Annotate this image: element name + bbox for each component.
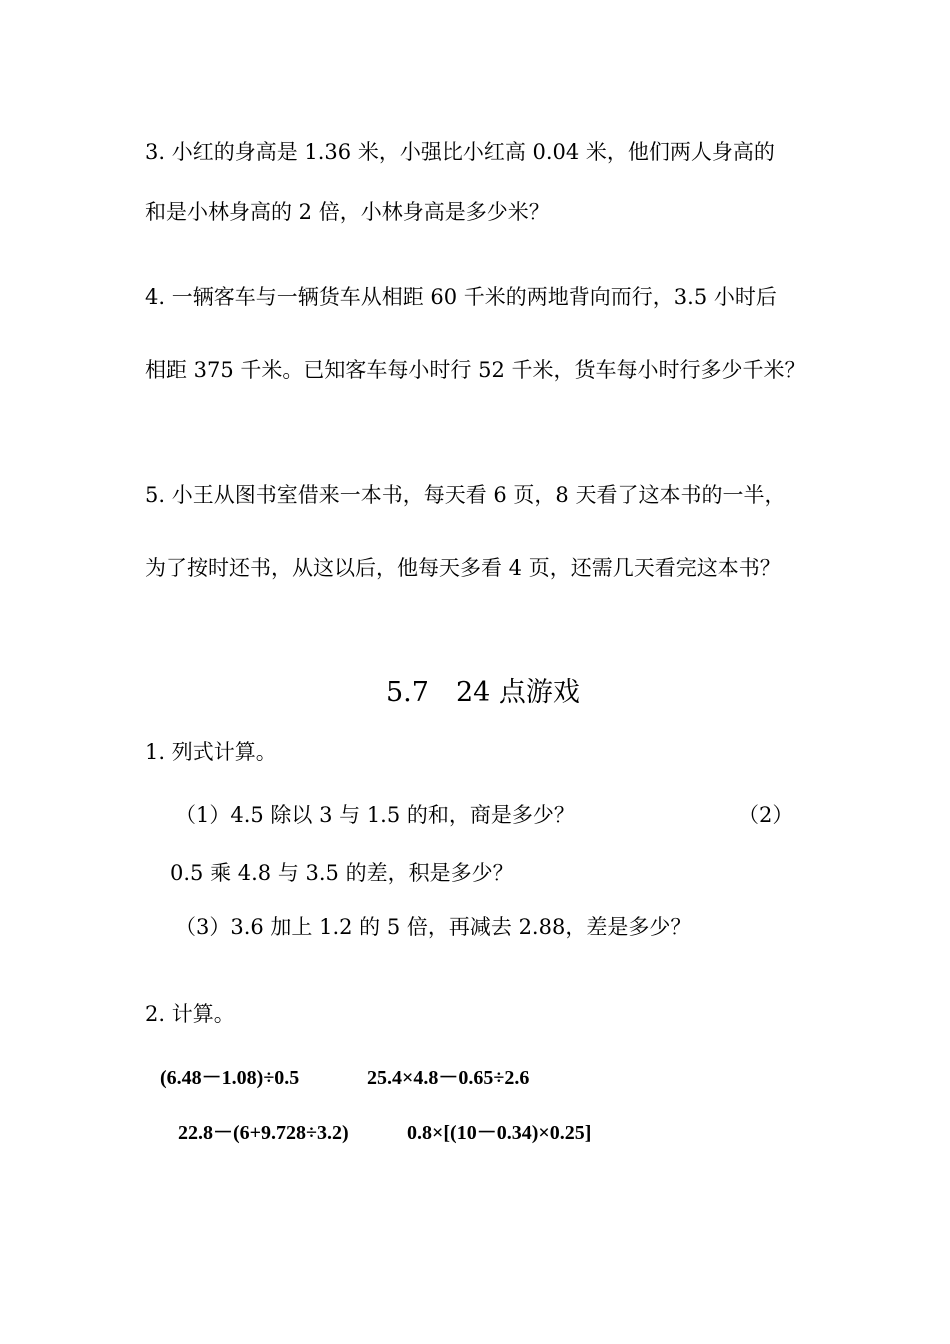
question-1-item-2-label: （2）: [738, 803, 794, 827]
question-1-heading: 1. 列式计算。: [145, 740, 277, 764]
problem-4-line-2: 相距 375 千米。已知客车每小时行 52 千米，货车每小时行多少千米？: [145, 358, 806, 382]
question-2-heading: 2. 计算。: [145, 1002, 235, 1026]
problem-5-line-1: 5. 小王从图书室借来一本书，每天看 6 页，8 天看了这本书的一半，: [145, 483, 786, 507]
expression-4: 0.8×[(10－0.34)×0.25]: [407, 1122, 592, 1144]
expression-3: 22.8－(6+9.728÷3.2): [178, 1122, 349, 1144]
problem-3-line-1: 3. 小红的身高是 1.36 米，小强比小红高 0.04 米，他们两人身高的: [145, 140, 775, 164]
problem-4-line-1: 4. 一辆客车与一辆货车从相距 60 千米的两地背向而行，3.5 小时后: [145, 285, 777, 309]
section-title: 5.7 24 点游戏: [386, 677, 580, 708]
question-1-item-2-text: 0.5 乘 4.8 与 3.5 的差，积是多少？: [170, 861, 514, 885]
question-1-item-1: （1）4.5 除以 3 与 1.5 的和，商是多少？: [175, 803, 575, 827]
expression-2: 25.4×4.8－0.65÷2.6: [367, 1067, 530, 1089]
problem-3-line-2: 和是小林身高的 2 倍，小林身高是多少米？: [145, 200, 550, 224]
question-1-item-3: （3）3.6 加上 1.2 的 5 倍，再减去 2.88，差是多少？: [175, 915, 692, 939]
problem-5-line-2: 为了按时还书，从这以后，他每天多看 4 页，还需几天看完这本书？: [145, 556, 781, 580]
expression-1: (6.48－1.08)÷0.5: [160, 1067, 300, 1089]
